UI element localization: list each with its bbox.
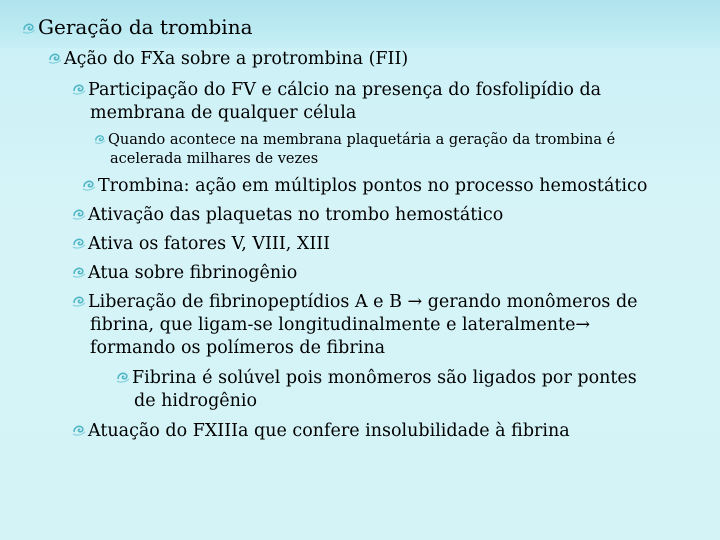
bullet-continuation <box>90 314 590 336</box>
bullet-continuation <box>90 102 356 124</box>
bullet-continuation <box>110 150 318 168</box>
swirl-bullet-icon <box>72 207 86 221</box>
bullet-continuation <box>90 337 385 359</box>
swirl-bullet-icon <box>72 423 86 437</box>
bullet-level2 <box>72 233 330 255</box>
bullet-text: Ativação das plaquetas no trombo hemostático <box>88 205 504 225</box>
swirl-bullet-icon <box>72 294 86 308</box>
bullet-text: Ativa os fatores V, VIII, XIII <box>88 234 331 254</box>
bullet-text: Atua sobre fibrinogênio <box>88 263 298 283</box>
bullet-text: Liberação de fibrinopeptídios A e B → gerando monômeros de <box>88 292 638 312</box>
slide-title-line <box>22 14 253 40</box>
bullet-continuation <box>134 390 257 412</box>
bullet-text: Fibrina é solúvel pois monômeros são ligados por pontes <box>132 368 637 388</box>
swirl-bullet-icon <box>82 178 96 192</box>
bullet-level3 <box>116 367 637 389</box>
bullet-text: Participação do FV e cálcio na presença do fosfolipídio da <box>88 80 602 100</box>
bullet-text: membrana de qualquer célula <box>90 103 357 123</box>
bullet-level2 <box>72 204 503 226</box>
bullet-text: Quando acontece na membrana plaquetária a geração da trombina é <box>108 132 616 148</box>
section-heading-line <box>82 175 647 197</box>
bullet-text: Ação do FXa sobre a protrombina (FII) <box>64 49 409 69</box>
bullet-level2 <box>72 291 638 313</box>
swirl-bullet-icon <box>94 133 106 145</box>
swirl-bullet-icon <box>72 265 86 279</box>
swirl-bullet-icon <box>116 370 130 384</box>
bullet-level2 <box>72 79 601 101</box>
slide-title: Geração da trombina <box>38 15 253 39</box>
bullet-text: fibrina, que ligam-se longitudinalmente e lateralmente→ <box>90 315 591 335</box>
bullet-text: de hidrogênio <box>134 391 258 411</box>
swirl-bullet-icon <box>72 82 86 96</box>
swirl-bullet-icon <box>22 21 36 35</box>
bullet-level3 <box>94 131 615 149</box>
bullet-level2 <box>72 420 570 442</box>
bullet-level2 <box>72 262 297 284</box>
bullet-text: formando os polímeros de fibrina <box>90 338 386 358</box>
swirl-bullet-icon <box>72 236 86 250</box>
bullet-text: Atuação do FXIIIa que confere insolubilidade à fibrina <box>88 421 570 441</box>
swirl-bullet-icon <box>48 51 62 65</box>
section-heading: Trombina: ação em múltiplos pontos no processo hemostático <box>98 176 648 196</box>
bullet-text: acelerada milhares de vezes <box>110 151 319 167</box>
bullet-level1 <box>48 48 408 70</box>
